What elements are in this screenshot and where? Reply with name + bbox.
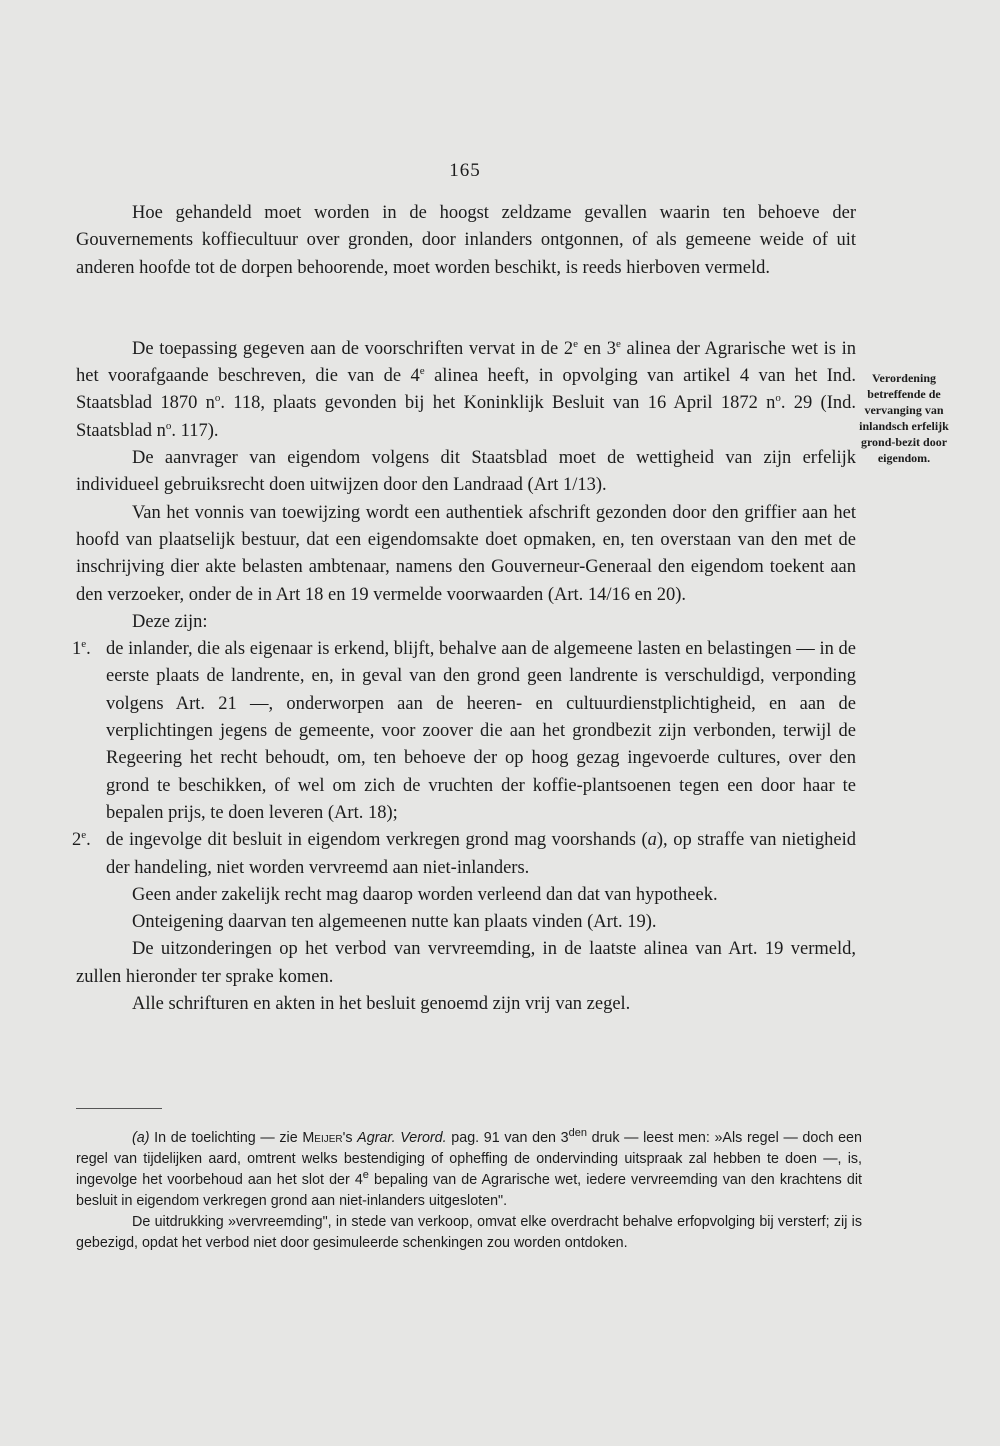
footnote-divider bbox=[76, 1108, 162, 1109]
paragraph-mortgage: Geen ander zakelijk recht mag daarop worden verleend dan dat van hypotheek. bbox=[132, 884, 718, 905]
item-number: 1e. bbox=[72, 638, 91, 660]
margin-note: Verordening betreffende de vervanging van inlandsch erfelijk grond-bezit door eigendom. bbox=[859, 371, 949, 465]
page-number: 165 bbox=[449, 160, 481, 181]
paragraph-conditions-intro: Deze zijn: bbox=[132, 611, 208, 632]
paragraph-expropriation: Onteigening daarvan ten algemeenen nutte kan plaats vinden (Art. 19). bbox=[132, 912, 657, 933]
footnote-continuation: De uitdrukking »vervreemding", in stede van verkoop, omvat elke overdracht behalve erfopvolging bij versterf; zij is gebezigd, opdat het verbod niet door gesimuleerde schenkingen zou worden ontdoken. bbox=[76, 1214, 862, 1251]
condition-item-2 bbox=[72, 827, 857, 882]
footnote-ref: a bbox=[647, 830, 657, 851]
paragraph-agrarian-law: De toepassing gegeven aan de voorschriften vervat in de 2e en 3e alinea der Agrarische wet is in het voorafgaande beschreven, die van de 4e alinea heeft, in opvolging van artikel 4 van het Ind. Staatsblad 1870 $n^o$. 118, plaats gevonden bij het Koninklijk Besluit van 16 April 1872 $n^o$. 29 (Ind. Staatsblad $n^o$. 117). bbox=[76, 337, 857, 441]
footnotes bbox=[76, 1128, 862, 1254]
item-text: de ingevolge dit besluit in eigendom verkregen grond mag voorshands (a), op straffe van nietigheid der handeling, niet worden vervreemd aan niet-inlanders. bbox=[106, 830, 857, 878]
main-text bbox=[72, 200, 857, 1018]
paragraph-judgment: Van het vonnis van toewijzing wordt een authentiek afschrift gezonden door den griffier aan het hoofd van plaatselijk bestuur, dat een eigendomsakte doet opmaken, en, ten overstaan van den met de inschrijving dier akte belasten ambtenaar, namens den Gouverneur-Generaal den eigendom toekent aan den verzoeker, onder de in Art 18 en 19 vermelde voorwaarden (Art. 14/16 en 20). bbox=[76, 502, 856, 605]
footnote-a: (a) In de toelichting — zie Meijer's Agrar. Verord. pag. 91 van den $3^{den}$ druk — leest men: »Als regel — doch een regel van tijdelijken aard, omtrent welks bestendiging of opheffing de ondervinding uitspraak zal hebben te doen —, is, ingevolge het voorbehoud aan het slot der 4e bepaling van de Agrarische wet, iedere vervreemding van den krachtens dit besluit in eigendom verkregen grond aan niet-inlanders uitgesloten". bbox=[76, 1127, 862, 1209]
item-number: 2e. bbox=[72, 829, 91, 851]
paragraph-applicant: De aanvrager van eigendom volgens dit Staatsblad moet de wettigheid van zijn erfelijk individueel gebruiksrecht doen uitwijzen door den Landraad (Art 1/13). bbox=[76, 448, 856, 496]
paragraph-stamp-duty: Alle schrifturen en akten in het besluit genoemd zijn vrij van zegel. bbox=[132, 994, 631, 1015]
condition-item-1 bbox=[72, 636, 856, 827]
intro-paragraph: Hoe gehandeld moet worden in de hoogst zeldzame gevallen waarin ten behoeve der Gouvernements koffiecultuur over gronden, door inlanders ontgonnen, of als gemeene weide of uit anderen hoofde tot de dorpen behoorende, moet worden beschikt, is reeds hierboven vermeld. bbox=[76, 203, 856, 278]
paragraph-exceptions: De uitzonderingen op het verbod van vervreemding, in de laatste alinea van Art. 19 vermeld, zullen hieronder ter sprake komen. bbox=[76, 939, 856, 987]
item-text: de inlander, die als eigenaar is erkend, blijft, behalve aan de algemeene lasten en belastingen — in de eerste plaats de landrente, en, in geval van den grond geen landrente is verschuldigd, verponding volgens Art. 21 —, onderworpen aan de heeren- en cultuurdienstplichtigheid, en aan de verplichtingen jegens de gemeente, voor zoover die aan het grondbezit zijn verbonden, terwijl de Regeering het recht behoudt, om, ten behoeve der op hoog gezag ingevoerde cultures, over den grond te beschikken, of wel om zich de vruchten der koffie-plantsoenen tegen een door haar te bepalen prijs, te doen leveren (Art. 18); bbox=[106, 639, 856, 823]
